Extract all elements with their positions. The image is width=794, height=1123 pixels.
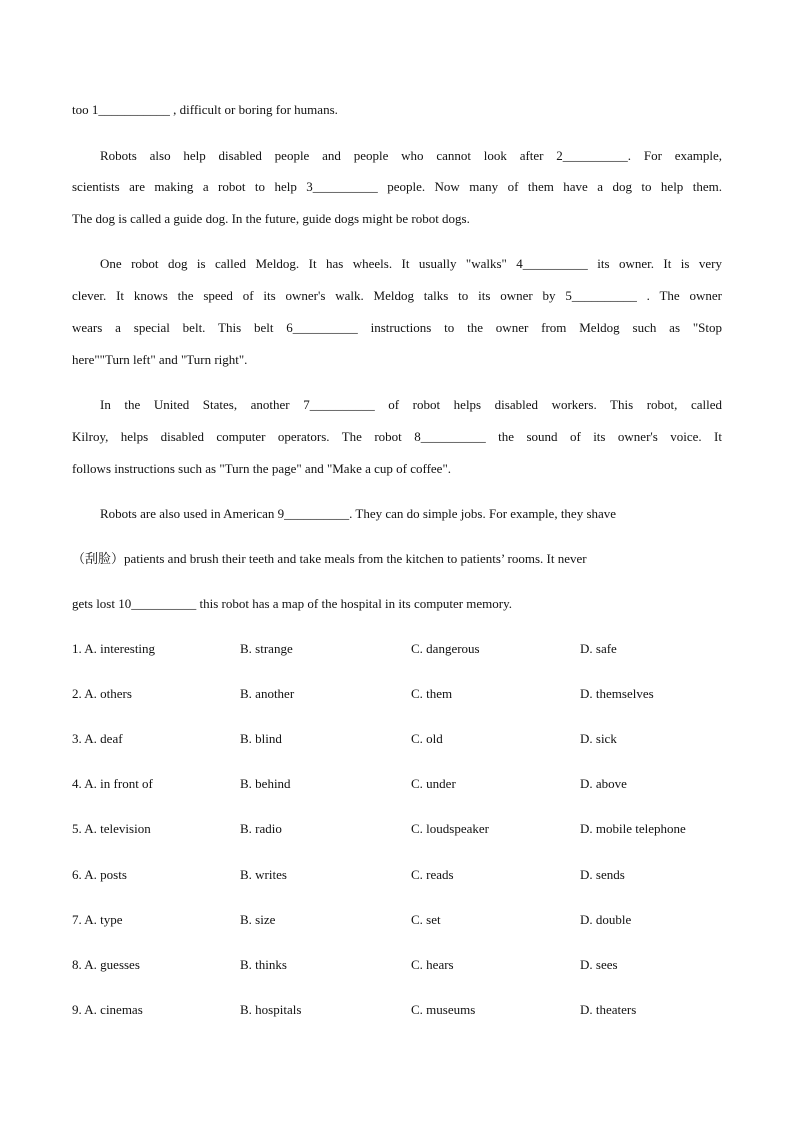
option-d: D. sees — [580, 957, 618, 972]
option-a: 1. A. interesting — [72, 641, 156, 656]
passage-line: follows instructions such as "Turn the page" and "Make a cup of coffee". — [72, 461, 452, 476]
passage-line: Robots also help disabled people and people who cannot look after 2__________. For example, — [100, 148, 722, 163]
option-a: 7. A. type — [72, 912, 123, 927]
option-b: B. behind — [240, 776, 291, 791]
option-d: D. safe — [580, 641, 617, 656]
option-c: C. under — [411, 776, 456, 791]
option-d: D. themselves — [580, 686, 654, 701]
passage-line: gets lost 10__________ this robot has a map of the hospital in its computer memory. — [72, 596, 513, 611]
option-b: B. radio — [240, 821, 282, 836]
passage-line: too 1___________ , difficult or boring for humans. — [72, 102, 338, 117]
option-b: B. another — [240, 686, 295, 701]
option-b: B. size — [240, 912, 276, 927]
option-d: D. theaters — [580, 1002, 637, 1017]
option-c: C. museums — [411, 1002, 476, 1017]
option-a: 2. A. others — [72, 686, 132, 701]
option-c: C. dangerous — [411, 641, 480, 656]
option-b: B. strange — [240, 641, 293, 656]
option-a: 8. A. guesses — [72, 957, 140, 972]
option-d: D. mobile telephone — [580, 821, 686, 836]
passage-line: Kilroy, helps disabled computer operators. The robot 8__________ the sound of its owner's voice. It — [72, 429, 722, 444]
option-c: C. hears — [411, 957, 454, 972]
passage-line: wears a special belt. This belt 6__________ instructions to the owner from Meldog such as "Stop — [72, 320, 722, 335]
passage-line: In the United States, another 7__________ of robot helps disabled workers. This robot, called — [100, 397, 722, 412]
option-c: C. old — [411, 731, 443, 746]
option-b: B. thinks — [240, 957, 287, 972]
option-d: D. above — [580, 776, 627, 791]
option-c: C. reads — [411, 867, 454, 882]
passage-line: scientists are making a robot to help 3__________ people. Now many of them have a dog to help them. — [72, 179, 722, 194]
option-b: B. writes — [240, 867, 287, 882]
passage-line: （刮脸）patients and brush their teeth and take meals from the kitchen to patients’ rooms. It never — [72, 551, 587, 566]
passage-line: One robot dog is called Meldog. It has wheels. It usually "walks" 4__________ its owner. It is very — [100, 256, 722, 271]
passage-line: Robots are also used in American 9__________. They can do simple jobs. For example, they shave — [100, 506, 617, 521]
option-a: 9. A. cinemas — [72, 1002, 143, 1017]
passage-line: The dog is called a guide dog. In the future, guide dogs might be robot dogs. — [72, 211, 470, 226]
option-c: C. loudspeaker — [411, 821, 489, 836]
passage-line: clever. It knows the speed of its owner's walk. Meldog talks to its owner by 5__________ . The owner — [72, 288, 722, 303]
option-d: D. sends — [580, 867, 625, 882]
option-a: 6. A. posts — [72, 867, 127, 882]
option-c: C. set — [411, 912, 441, 927]
passage-line: here""Turn left" and "Turn right". — [72, 352, 248, 367]
option-a: 4. A. in front of — [72, 776, 153, 791]
option-b: B. blind — [240, 731, 282, 746]
option-a: 5. A. television — [72, 821, 151, 836]
option-a: 3. A. deaf — [72, 731, 123, 746]
option-b: B. hospitals — [240, 1002, 302, 1017]
option-d: D. double — [580, 912, 632, 927]
option-d: D. sick — [580, 731, 617, 746]
option-c: C. them — [411, 686, 453, 701]
